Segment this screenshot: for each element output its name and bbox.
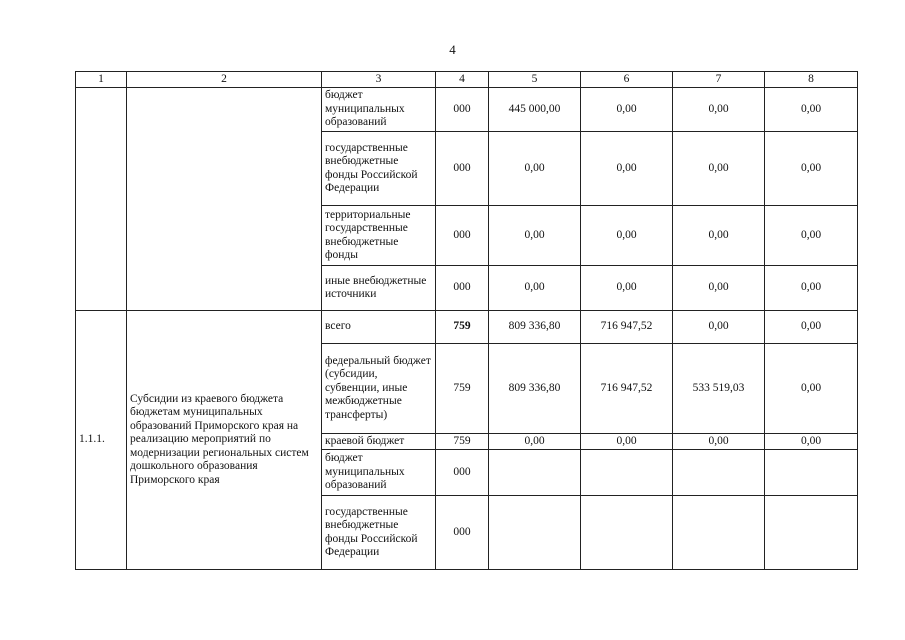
code-cell: 759 (436, 311, 489, 344)
source-cell: краевой бюджет (322, 434, 436, 450)
table-header-row (76, 72, 858, 88)
column-header: 4 (436, 72, 489, 88)
value-cell: 0,00 (765, 434, 858, 450)
column-header: 1 (76, 72, 127, 88)
table-row (76, 88, 858, 132)
source-cell: иные внебюджетные источники (322, 266, 436, 311)
column-header: 6 (581, 72, 673, 88)
code-cell: 000 (436, 206, 489, 266)
value-cell: 0,00 (765, 88, 858, 132)
source-cell: всего (322, 311, 436, 344)
value-cell: 809 336,80 (489, 344, 581, 434)
value-cell: 0,00 (581, 206, 673, 266)
value-cell: 0,00 (765, 311, 858, 344)
column-header: 7 (673, 72, 765, 88)
value-cell: 445 000,00 (489, 88, 581, 132)
code-cell: 759 (436, 434, 489, 450)
source-cell: государственные внебюджетные фонды Российской Федерации (322, 132, 436, 206)
budget-table (75, 71, 858, 570)
value-cell: 0,00 (673, 266, 765, 311)
value-cell: 0,00 (673, 206, 765, 266)
code-cell: 000 (436, 496, 489, 570)
value-cell: 0,00 (581, 132, 673, 206)
value-cell: 0,00 (581, 266, 673, 311)
value-cell (489, 496, 581, 570)
source-cell: федеральный бюджет (субсидии, субвенции, иные межбюджетные трансферты) (322, 344, 436, 434)
source-cell: бюджет муниципальных образований (322, 88, 436, 132)
table-row (76, 311, 858, 344)
value-cell (673, 496, 765, 570)
page-number: 4 (449, 42, 456, 57)
value-cell: 0,00 (765, 206, 858, 266)
value-cell: 716 947,52 (581, 311, 673, 344)
value-cell (581, 496, 673, 570)
column-header: 2 (127, 72, 322, 88)
item-name-cell (127, 88, 322, 311)
value-cell: 0,00 (489, 434, 581, 450)
column-header: 8 (765, 72, 858, 88)
value-cell (489, 450, 581, 496)
value-cell: 533 519,03 (673, 344, 765, 434)
value-cell (673, 450, 765, 496)
code-cell: 000 (436, 88, 489, 132)
code-cell: 000 (436, 132, 489, 206)
value-cell: 809 336,80 (489, 311, 581, 344)
source-cell: государственные внебюджетные фонды Российской Федерации (322, 496, 436, 570)
value-cell: 0,00 (489, 266, 581, 311)
value-cell (765, 450, 858, 496)
value-cell: 0,00 (489, 132, 581, 206)
column-header: 5 (489, 72, 581, 88)
item-code-cell (76, 88, 127, 311)
value-cell: 0,00 (765, 344, 858, 434)
code-cell: 000 (436, 450, 489, 496)
value-cell: 0,00 (581, 434, 673, 450)
value-cell: 0,00 (581, 88, 673, 132)
value-cell: 0,00 (673, 132, 765, 206)
source-cell: бюджет муниципальных образований (322, 450, 436, 496)
source-cell: территориальные государственные внебюджетные фонды (322, 206, 436, 266)
value-cell: 0,00 (765, 266, 858, 311)
value-cell (765, 496, 858, 570)
value-cell: 716 947,52 (581, 344, 673, 434)
value-cell: 0,00 (489, 206, 581, 266)
value-cell: 0,00 (673, 311, 765, 344)
value-cell: 0,00 (673, 88, 765, 132)
item-code-cell: 1.1.1. (76, 311, 127, 570)
item-name-cell: Субсидии из краевого бюджета бюджетам муниципальных образований Приморского края на реализацию мероприятий по модернизации региональных систем дошкольного образования Приморского края (127, 311, 322, 570)
column-header: 3 (322, 72, 436, 88)
value-cell (581, 450, 673, 496)
code-cell: 000 (436, 266, 489, 311)
value-cell: 0,00 (765, 132, 858, 206)
code-cell: 759 (436, 344, 489, 434)
value-cell: 0,00 (673, 434, 765, 450)
